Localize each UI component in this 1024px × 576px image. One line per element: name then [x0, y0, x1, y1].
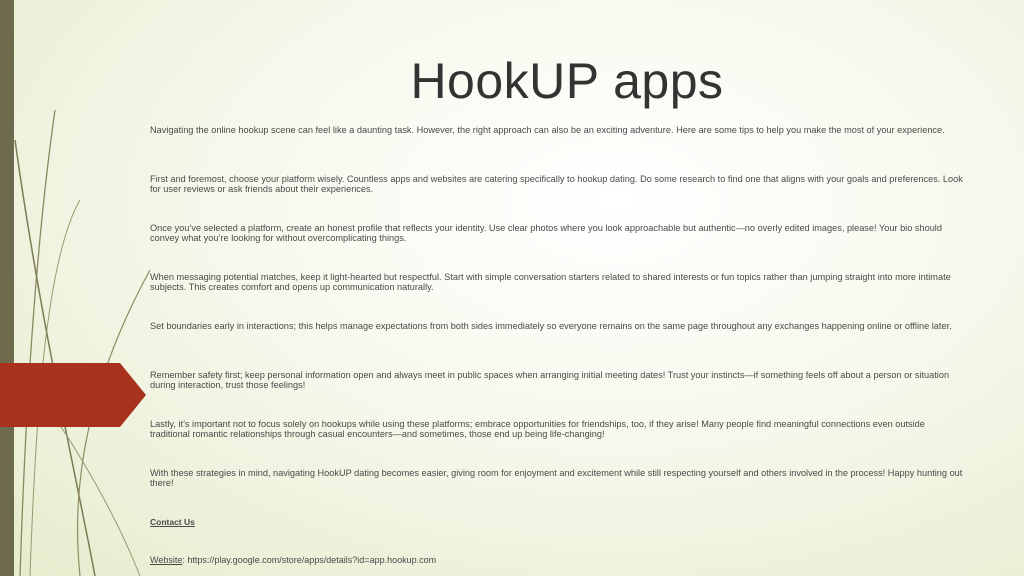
website-link[interactable]: Website — [150, 555, 183, 565]
paragraph-intro: Navigating the online hookup scene can feel like a daunting task. However, the right approach can also be an exciting adventure. Here are some tips to help you make the most of your experience. — [150, 125, 945, 135]
paragraph-friendships: Lastly, it’s important not to focus solely on hookups while using these platforms; embrace opportunities for friendships, too, if they arise! Many people find meaningful connections even outside traditional romantic relationships through casual encounters—and sometimes, those end up being life-changing! — [150, 419, 925, 439]
page-title: HookUP apps — [410, 53, 724, 109]
paragraph-conclusion: With these strategies in mind, navigating HookUP dating becomes easier, giving room for enjoyment and excitement while still respecting yourself and others involved in the process! Happy hunting out there! — [150, 468, 963, 488]
red-arrow-tab — [0, 363, 146, 427]
paragraph-boundaries: Set boundaries early in interactions; this helps manage expectations from both sides immediately so everyone remains on the same page throughout any exchanges happening online or offline later. — [150, 321, 952, 331]
content-body — [150, 125, 965, 565]
paragraph-profile: Once you’ve selected a platform, create an honest profile that reflects your identity. Use clear photos where you look approachable but authentic—no overly edited images, please! Your bio should convey what you’re looking for without overcomplicating things. — [150, 223, 942, 243]
paragraph-platform: First and foremost, choose your platform wisely. Countless apps and websites are catering specifically to hookup dating. Do some research to find one that aligns with your goals and preferences. Look for user reviews or ask friends about their experiences. — [150, 174, 963, 194]
website-url: https://play.google.com/store/apps/details?id=app.hookup.com — [187, 555, 437, 565]
website-separator: : — [182, 555, 188, 565]
website-line — [150, 555, 965, 565]
contact-us-link[interactable]: Contact Us — [150, 517, 195, 527]
paragraph-messaging: When messaging potential matches, keep it light-hearted but respectful. Start with simple conversation starters related to shared interests or fun topics rather than jumping straight into more intimate subjects. This creates comfort and opens up communication naturally. — [150, 272, 951, 292]
paragraph-safety: Remember safety first; keep personal information open and always meet in public spaces when arranging initial meeting dates! Trust your instincts—if something feels off about a person or situation during interaction, trust those feelings! — [150, 370, 950, 390]
